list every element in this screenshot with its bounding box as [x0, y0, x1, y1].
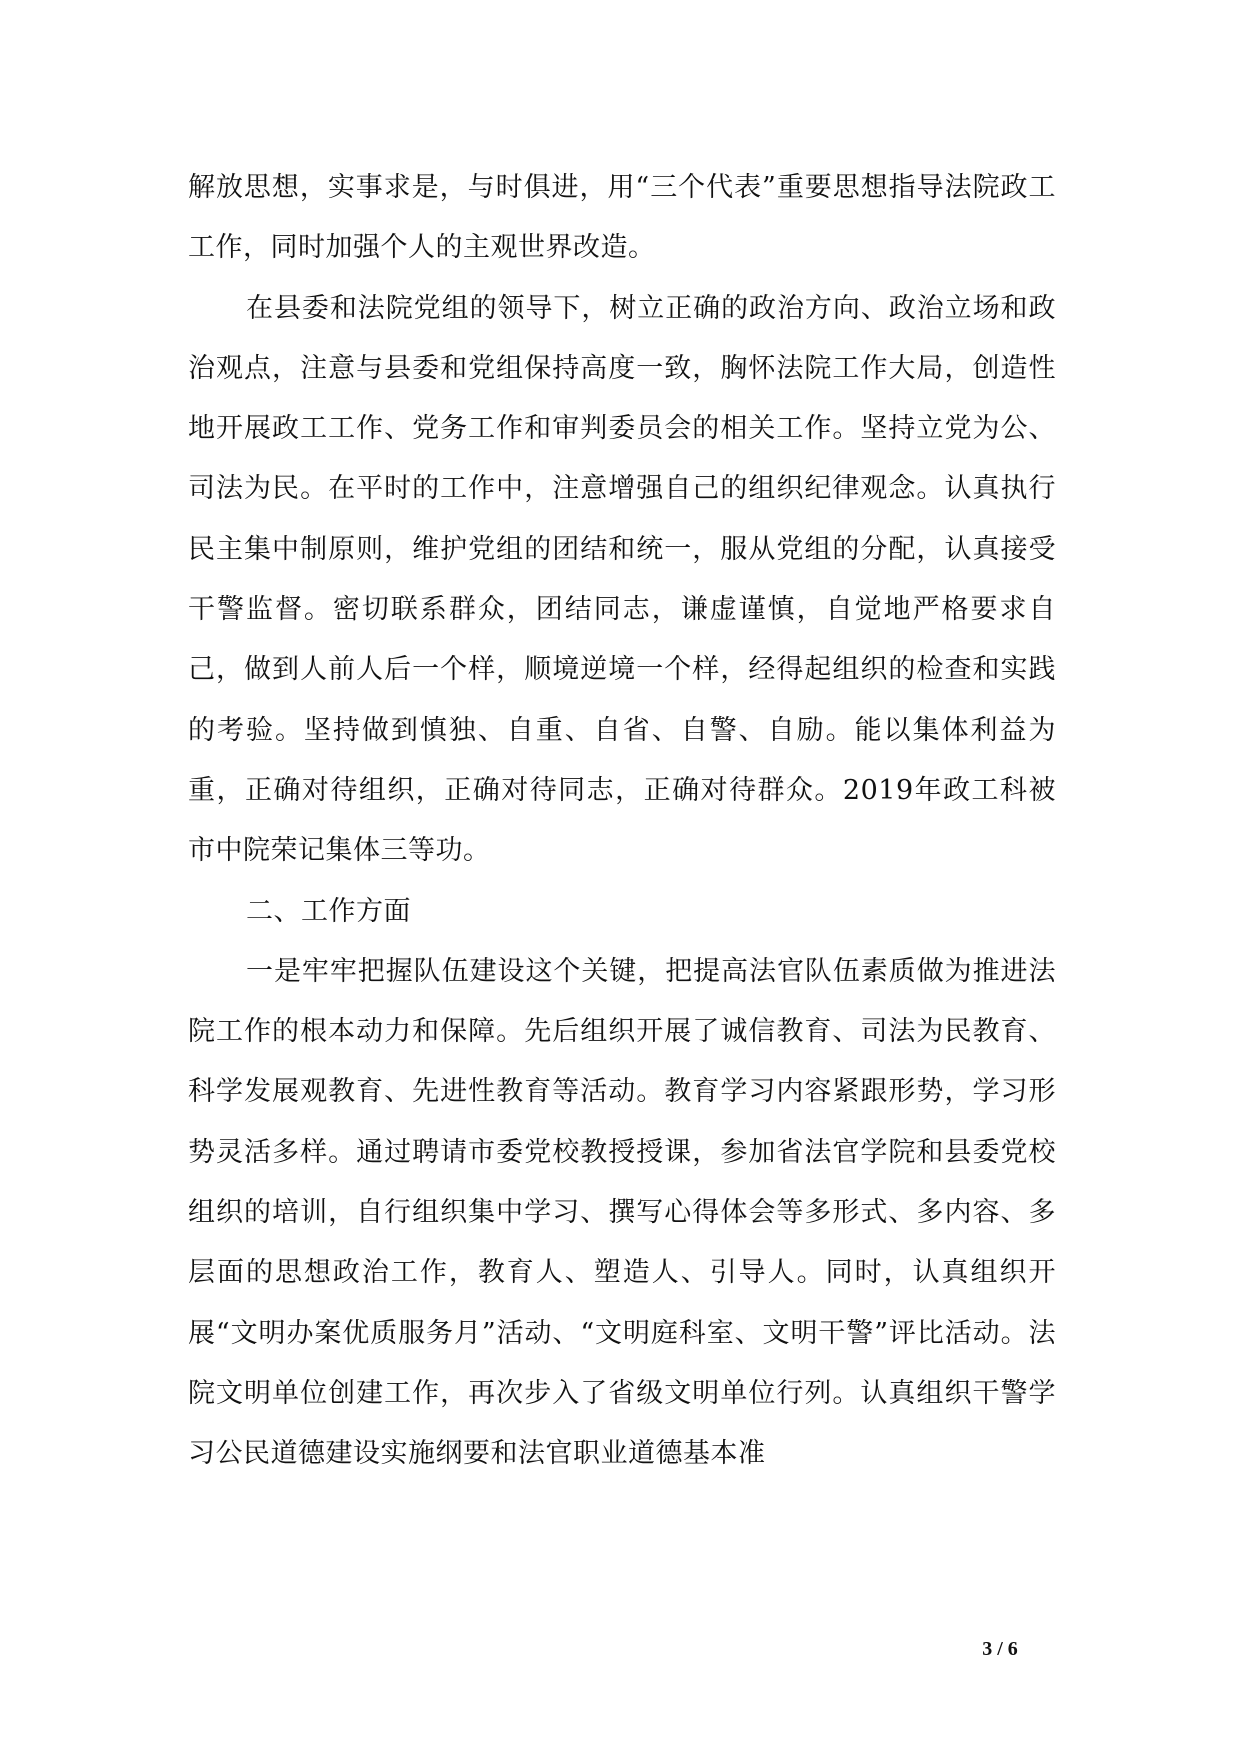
paragraph-team-building: 一是牢牢把握队伍建设这个关键，把提高法官队伍素质做为推进法院工作的根本动力和保障。先后组织开展了诚信教育、司法为民教育、科学发展观教育、先进性教育等活动。教育学习内容紧跟形势，学习形势灵活多样。通过聘请市委党校教授授课，参加省法官学院和县委党校组织的培训，自行组织集中学习、撰写心得体会等多形式、多内容、多层面的思想政治工作，教育人、塑造人、引导人。同时，认真组织开展“文明办案优质服务月”活动、“文明庭科室、文明干警”评比活动。法院文明单位创建工作，再次步入了省级文明单位行列。认真组织干警学习公民道德建设实施纲要和法官职业道德基本准	[188, 955, 1056, 1470]
paragraph-political-stance: 在县委和法院党组的领导下，树立正确的政治方向、政治立场和政治观点，注意与县委和党组保持高度一致，胸怀法院工作大局，创造性地开展政工工作、党务工作和审判委员会的相关工作。坚持立党为公、司法为民。在平时的工作中，注意增强自己的组织纪律观念。认真执行民主集中制原则，维护党组的团结和统一，服从党组的分配，认真接受干警监督。密切联系群众，团结同志，谦虚谨慎，自觉地严格要求自己，做到人前人后一个样，顺境逆境一个样，经得起组织的检查和实践的考验。坚持做到慎独、自重、自省、自警、自励。能以集体利益为重，正确对待组织，正确对待同志，正确对待群众。2019年政工科被市中院荣记集体三等功。	[188, 292, 1056, 867]
paragraph-continuation: 解放思想，实事求是，与时俱进，用“三个代表”重要思想指导法院政工工作，同时加强个人的主观世界改造。	[188, 172, 1056, 264]
page-number: 3 / 6	[982, 1638, 1018, 1660]
section-heading-work: 二、工作方面	[246, 895, 411, 927]
document-body	[188, 158, 1056, 1485]
